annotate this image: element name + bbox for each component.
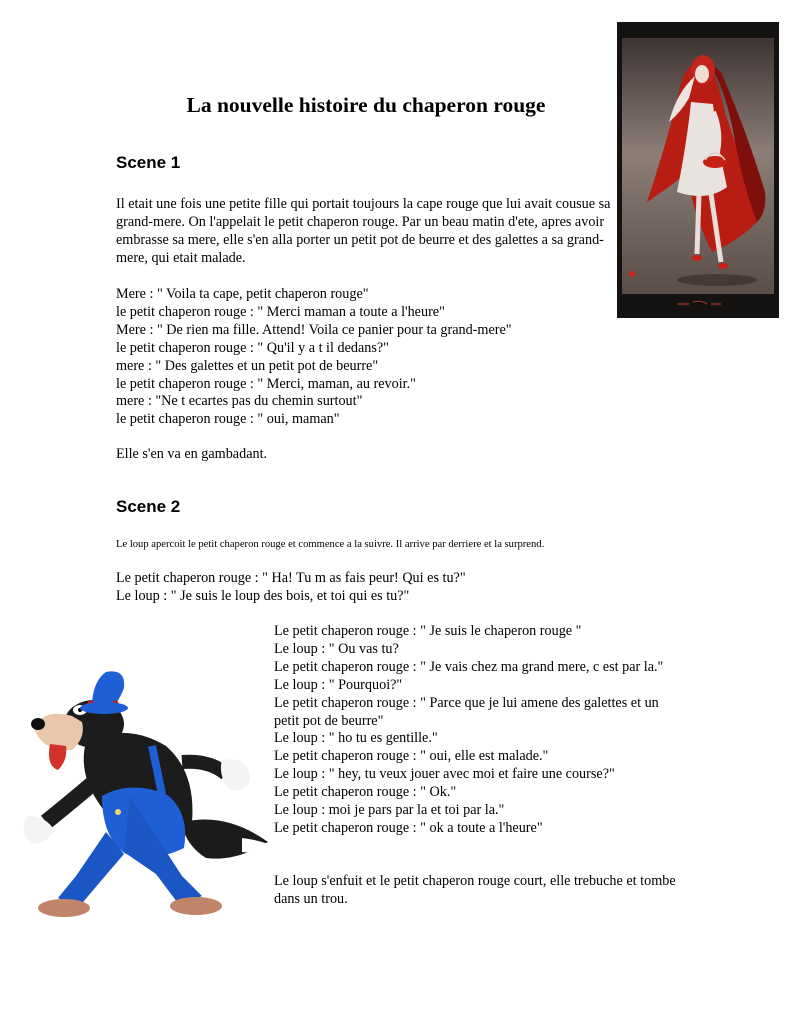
scene-2-note: Le loup apercoit le petit chaperon rouge et commence a la suivre. Il arrive par derriere et la surprend. (116, 539, 545, 550)
scene-2-heading: Scene 2 (116, 497, 181, 516)
dialogue-line: le petit chaperon rouge : " Qu'il y a t il dedans?" (116, 339, 389, 356)
scene-1-dialogue (116, 286, 512, 429)
dialogue-line: Mere : " De rien ma fille. Attend! Voila ce panier pour ta grand-mere" (116, 321, 512, 338)
dialogue-line: Le petit chaperon rouge : " Parce que je lui amene des galettes et un petit pot de beurre" (274, 694, 659, 729)
dialogue-line: le petit chaperon rouge : " Merci, maman, au revoir." (116, 375, 416, 392)
dialogue-line: mere : "Ne t ecartes pas du chemin surtout" (116, 393, 363, 410)
scene-1-heading: Scene 1 (116, 153, 181, 172)
dialogue-line: Le loup : " hey, tu veux jouer avec moi et faire une course?" (274, 766, 615, 783)
dialogue-line: Le petit chaperon rouge : " Ha! Tu m as fais peur! Qui es tu?" (116, 570, 466, 586)
dialogue-line: Mere : " Voila ta cape, petit chaperon rouge" (116, 286, 369, 302)
red-riding-hood-illustration (617, 22, 779, 318)
dialogue-line: mere : " Des galettes et un petit pot de beurre" (116, 357, 379, 374)
dialogue-line: Le loup : " Je suis le loup des bois, et toi qui es tu?" (116, 587, 410, 604)
dialogue-line: le petit chaperon rouge : " oui, maman" (116, 411, 340, 428)
scene-2-dialogue-top (116, 570, 466, 606)
dialogue-line: Le petit chaperon rouge : " Je suis le chaperon rouge " (274, 623, 582, 639)
scene-1-intro: Il etait une fois une petite fille qui portait toujours la cape rouge que lui avait cousue sa grand-mere. On l'appelait le petit chaperon rouge. Par un beau matin d'ete, apres avoir embrasse sa mere, elle s'en alla porter un petit pot de beurre et des galettes a sa grand-mere, qui etait malade. (116, 196, 611, 266)
dialogue-line: Le loup : moi je pars par la et toi par la." (274, 802, 505, 819)
dialogue-line: Le petit chaperon rouge : " ok a toute a l'heure" (274, 819, 543, 836)
scene-2-closing: Le loup s'enfuit et le petit chaperon rouge court, elle trebuche et tombe dans un trou. (274, 873, 676, 907)
dialogue-line: Le loup : " ho tu es gentille." (274, 730, 438, 747)
scene-1-closing: Elle s'en va en gambadant. (116, 446, 268, 462)
dialogue-line: Le petit chaperon rouge : " Ok." (274, 784, 457, 801)
document-title: La nouvelle histoire du chaperon rouge (186, 93, 546, 117)
scene-2-dialogue-right (274, 623, 684, 838)
dialogue-line: le petit chaperon rouge : " Merci maman a toute a l'heure" (116, 303, 445, 320)
dialogue-line: Le petit chaperon rouge : " Je vais chez ma grand mere, c est par la." (274, 658, 664, 675)
dialogue-line: Le loup : " Ou vas tu? (274, 640, 399, 657)
dialogue-line: Le petit chaperon rouge : " oui, elle est malade." (274, 748, 549, 765)
dialogue-line: Le loup : " Pourquoi?" (274, 676, 403, 693)
big-bad-wolf-illustration (6, 662, 272, 930)
